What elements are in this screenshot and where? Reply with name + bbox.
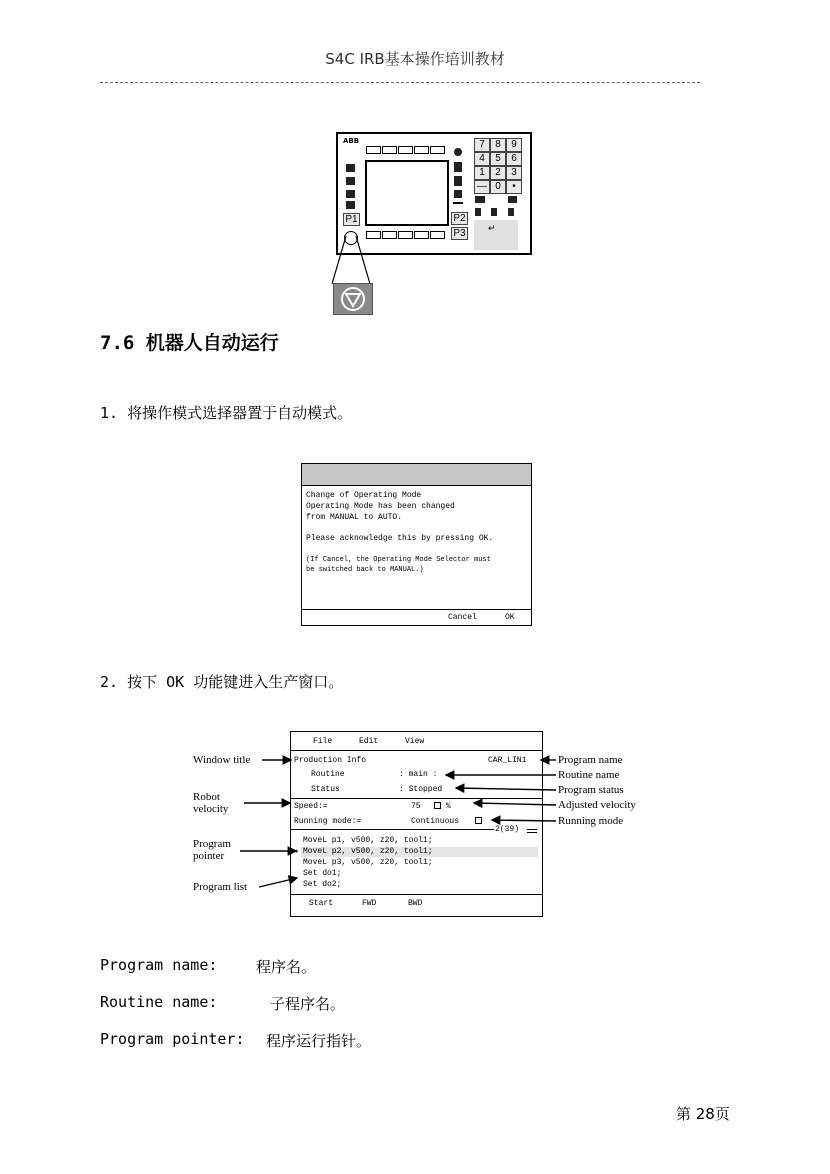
p3-key: P3 bbox=[451, 227, 468, 240]
dialog-text: Operating Mode has been changed bbox=[306, 502, 455, 511]
speed-label: Speed:= bbox=[294, 802, 328, 811]
pendant-screen bbox=[365, 160, 449, 226]
numpad-key: 8 bbox=[490, 138, 506, 152]
program-pointer-icon: ➔ bbox=[293, 847, 299, 857]
window-key-icon bbox=[346, 201, 355, 209]
enter-icon: ↵ bbox=[488, 224, 496, 234]
header-divider bbox=[100, 82, 700, 83]
gear-icon bbox=[454, 148, 462, 156]
definition-term: Program name: bbox=[100, 956, 218, 974]
annotation-window-title: Window title bbox=[193, 754, 251, 766]
running-mode-label: Running mode:= bbox=[294, 817, 362, 826]
page-number: 第 28页 bbox=[676, 1105, 730, 1123]
window-title: Production Info bbox=[294, 756, 367, 765]
definition-term: Program pointer: bbox=[100, 1030, 245, 1048]
numpad-key: — bbox=[474, 180, 490, 194]
step-1-text: 1. 将操作模式选择器置于自动模式。 bbox=[100, 404, 353, 422]
section-title: 7.6 机器人自动运行 bbox=[100, 332, 279, 354]
fwd-button[interactable]: FWD bbox=[362, 899, 377, 908]
annotation-program-name: Program name bbox=[558, 754, 623, 766]
p1-key: P1 bbox=[343, 213, 360, 226]
function-key bbox=[430, 231, 445, 239]
info-divider bbox=[291, 798, 542, 799]
speed-unit: % bbox=[445, 802, 451, 811]
running-mode-checkbox[interactable] bbox=[475, 817, 482, 824]
arrow-keys bbox=[474, 220, 518, 250]
annotation-program-pointer: pointer bbox=[193, 850, 225, 862]
document-header: S4C IRB基本操作培训教材 bbox=[325, 50, 505, 68]
running-mode-control[interactable] bbox=[475, 817, 482, 826]
key-icon bbox=[475, 208, 481, 216]
function-key bbox=[382, 146, 397, 154]
key-icon bbox=[508, 196, 517, 203]
p2-key: P2 bbox=[451, 212, 468, 225]
numpad-key: 1 bbox=[474, 166, 490, 180]
function-key bbox=[414, 231, 429, 239]
numpad-key: • bbox=[506, 180, 522, 194]
annotation-running-mode: Running mode bbox=[558, 815, 624, 827]
menu-divider bbox=[291, 750, 542, 751]
function-key bbox=[430, 146, 445, 154]
step-2-text: 2. 按下 OK 功能键进入生产窗口。 bbox=[100, 673, 344, 691]
program-line[interactable]: Set do1; bbox=[303, 869, 342, 878]
status-label: Status bbox=[311, 785, 340, 794]
definition-meaning: 子程序名。 bbox=[270, 995, 346, 1013]
routine-label: Routine bbox=[311, 770, 345, 779]
routine-name: : main : bbox=[399, 770, 438, 779]
mode-change-dialog bbox=[301, 463, 532, 626]
numpad-key: 0 bbox=[490, 180, 506, 194]
annotation-adjusted-velocity: Adjusted velocity bbox=[558, 799, 636, 811]
speed-value: 75 bbox=[411, 802, 421, 811]
menu-file[interactable]: File bbox=[313, 737, 333, 746]
numpad-key: 4 bbox=[474, 152, 490, 166]
program-line[interactable]: MoveL p1, v500, z20, tool1; bbox=[303, 836, 433, 845]
program-position: 2(39) bbox=[495, 825, 520, 834]
program-name: CAR_LIN1 bbox=[488, 756, 527, 765]
ok-button[interactable]: OK bbox=[505, 613, 515, 622]
dialog-text: from MANUAL to AUTO. bbox=[306, 513, 403, 522]
incremental-key-icon bbox=[453, 202, 463, 208]
position-mark bbox=[527, 829, 537, 830]
menu-edit[interactable]: Edit bbox=[359, 737, 379, 746]
program-line[interactable]: MoveL p3, v500, z20, tool1; bbox=[303, 858, 433, 867]
jog-key-icon bbox=[454, 190, 462, 198]
program-line[interactable]: Set do2; bbox=[303, 880, 342, 889]
footer-divider bbox=[291, 894, 542, 895]
speed-control[interactable] bbox=[434, 802, 451, 811]
function-key bbox=[382, 231, 397, 239]
dialog-text: (If Cancel, the Operating Mode Selector must bbox=[306, 556, 491, 564]
window-key-icon bbox=[346, 164, 355, 172]
numpad-key: 3 bbox=[506, 166, 522, 180]
window-key-icon bbox=[346, 190, 355, 198]
numpad-key: 5 bbox=[490, 152, 506, 166]
function-key bbox=[366, 146, 381, 154]
numpad-key: 9 bbox=[506, 138, 522, 152]
list-divider bbox=[291, 829, 494, 830]
function-key bbox=[398, 231, 413, 239]
start-button[interactable]: Start bbox=[309, 899, 334, 908]
annotation-program-list: Program list bbox=[193, 881, 248, 893]
jog-key-icon bbox=[454, 176, 462, 186]
annotation-program-pointer: Program bbox=[193, 838, 231, 850]
annotation-robot-velocity: velocity bbox=[193, 803, 229, 815]
program-line[interactable]: MoveL p2, v500, z20, tool1; bbox=[303, 847, 433, 856]
key-icon bbox=[508, 208, 514, 216]
production-window bbox=[290, 731, 543, 917]
numpad-key: 6 bbox=[506, 152, 522, 166]
definition-meaning: 程序名。 bbox=[256, 958, 317, 976]
key-icon bbox=[491, 208, 497, 216]
window-key-icon bbox=[346, 177, 355, 185]
cancel-button[interactable]: Cancel bbox=[448, 613, 477, 622]
annotation-program-status: Program status bbox=[558, 784, 624, 796]
delete-key-icon bbox=[475, 196, 485, 203]
annotation-routine-name: Routine name bbox=[558, 769, 620, 781]
function-key bbox=[398, 146, 413, 154]
definition-term: Routine name: bbox=[100, 993, 218, 1011]
stop-callout-lines bbox=[326, 228, 376, 286]
definition-meaning: 程序运行指针。 bbox=[266, 1032, 372, 1050]
dialog-text: be switched back to MANUAL.) bbox=[306, 566, 424, 574]
dialog-text: Please acknowledge this by pressing OK. bbox=[306, 534, 494, 543]
running-mode-value: Continuous bbox=[411, 817, 460, 826]
emergency-stop-icon bbox=[333, 283, 373, 315]
menu-view[interactable]: View bbox=[405, 737, 425, 746]
dialog-footer bbox=[302, 609, 531, 610]
abb-logo: ABB bbox=[343, 137, 360, 145]
numpad-key: 2 bbox=[490, 166, 506, 180]
bwd-button[interactable]: BWD bbox=[408, 899, 423, 908]
speed-checkbox[interactable] bbox=[434, 802, 441, 809]
function-key bbox=[414, 146, 429, 154]
position-mark bbox=[527, 832, 537, 833]
annotation-robot-velocity: Robot bbox=[193, 791, 220, 803]
numpad-key: 7 bbox=[474, 138, 490, 152]
program-status: : Stopped bbox=[399, 785, 443, 794]
dialog-title-bar bbox=[302, 464, 531, 486]
dialog-text: Change of Operating Mode bbox=[306, 491, 422, 500]
jog-key-icon bbox=[454, 162, 462, 172]
